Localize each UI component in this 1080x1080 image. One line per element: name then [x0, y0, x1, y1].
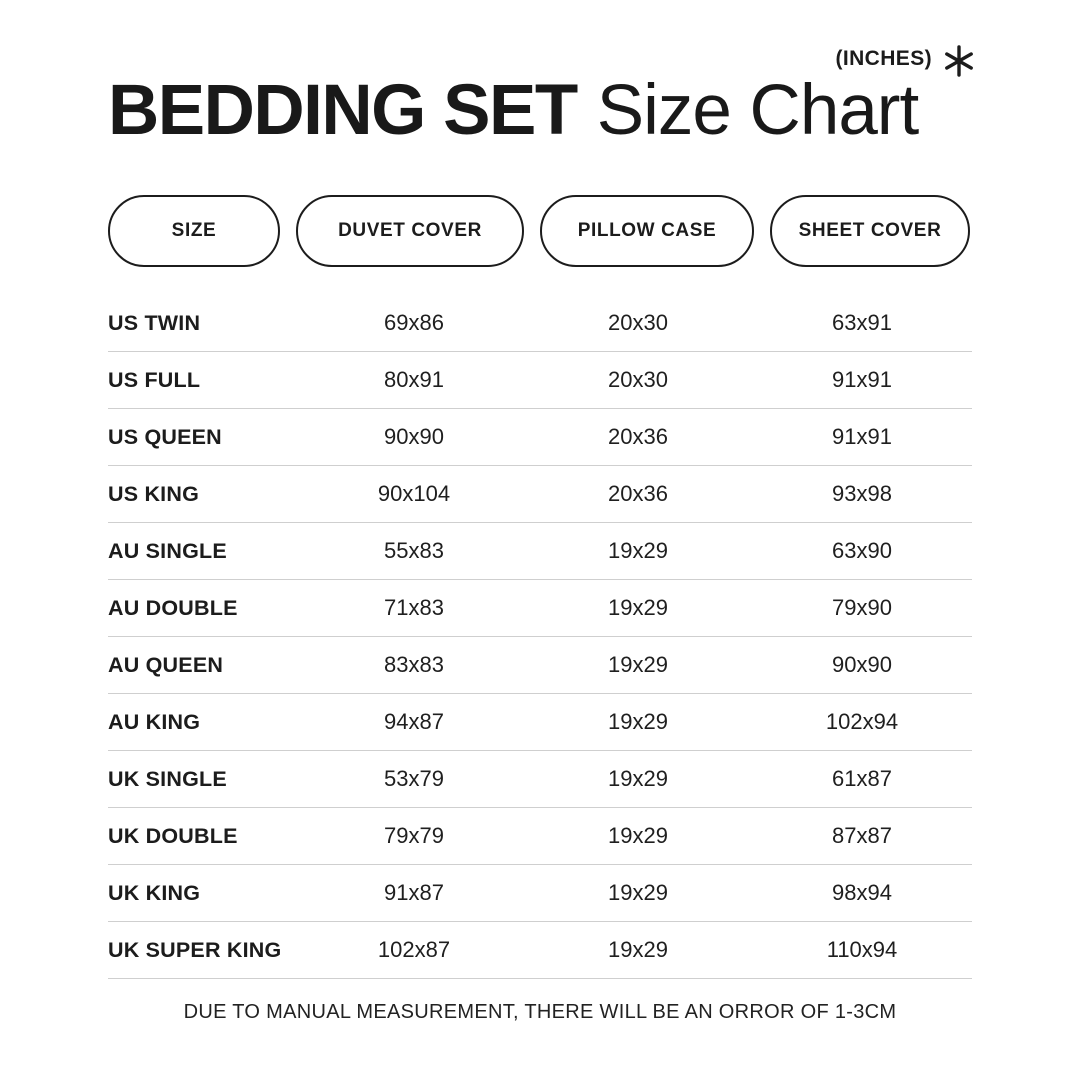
cell-sheet: 90x90 [832, 652, 892, 677]
table-row [108, 751, 972, 808]
cell-duvet: 90x104 [377, 481, 451, 506]
cell-pillow: 19x29 [608, 709, 668, 734]
cell-duvet: 53x79 [384, 766, 444, 791]
cell-size: US TWIN [108, 310, 201, 335]
cell-pillow: 19x29 [608, 937, 668, 962]
column-header-pillow: PILLOW CASE [540, 195, 754, 267]
cell-size: US QUEEN [108, 424, 222, 449]
cell-size: US FULL [108, 367, 201, 392]
cell-size: UK SUPER KING [108, 937, 282, 962]
cell-sheet: 91x91 [832, 424, 892, 449]
cell-sheet: 93x98 [832, 481, 892, 506]
cell-duvet: 80x91 [384, 367, 444, 392]
cell-pillow: 20x30 [608, 367, 668, 392]
cell-sheet: 98x94 [832, 880, 892, 905]
cell-sheet: 63x91 [832, 310, 892, 335]
table-row [108, 808, 972, 865]
cell-duvet: 90x90 [384, 424, 444, 449]
units-label-group [835, 42, 976, 76]
cell-pillow: 19x29 [608, 880, 668, 905]
cell-pillow: 19x29 [608, 538, 668, 563]
measurement-note: DUE TO MANUAL MEASUREMENT, THERE WILL BE AN ORROR OF 1-3CM [183, 1001, 897, 1023]
cell-size: UK KING [108, 880, 201, 905]
cell-size: AU QUEEN [108, 652, 224, 677]
cell-size: US KING [108, 481, 199, 506]
column-header-sheet: SHEET COVER [770, 195, 970, 267]
cell-duvet: 83x83 [384, 652, 444, 677]
cell-pillow: 19x29 [608, 652, 668, 677]
cell-sheet: 91x91 [832, 367, 892, 392]
table-row [108, 865, 972, 922]
table-row [108, 694, 972, 751]
cell-size: UK SINGLE [108, 766, 227, 791]
cell-sheet: 87x87 [832, 823, 892, 848]
size-table [0, 295, 1080, 979]
table-row [108, 637, 972, 694]
cell-duvet: 71x83 [384, 595, 444, 620]
cell-pillow: 19x29 [608, 595, 668, 620]
table-row [108, 580, 972, 637]
cell-size: AU SINGLE [108, 538, 227, 563]
units-label: (INCHES) [835, 47, 932, 70]
cell-pillow: 20x30 [608, 310, 668, 335]
cell-duvet: 55x83 [384, 538, 444, 563]
column-header-size: SIZE [108, 195, 280, 267]
cell-sheet: 110x94 [826, 937, 898, 962]
page-title-light: Size Chart [596, 71, 919, 150]
cell-duvet: 69x86 [384, 310, 444, 335]
cell-size: AU DOUBLE [108, 595, 238, 620]
column-header-duvet: DUVET COVER [296, 195, 524, 267]
cell-sheet: 102x94 [825, 709, 899, 734]
cell-pillow: 20x36 [608, 481, 668, 506]
asterisk-icon [942, 44, 976, 78]
table-row [108, 295, 972, 352]
cell-duvet: 94x87 [384, 709, 444, 734]
cell-duvet: 79x79 [384, 823, 444, 848]
table-row [108, 352, 972, 409]
cell-sheet: 63x90 [832, 538, 892, 563]
table-row [108, 466, 972, 523]
cell-pillow: 19x29 [608, 766, 668, 791]
column-header-row [0, 195, 1080, 267]
cell-duvet: 102x87 [377, 937, 451, 962]
cell-pillow: 20x36 [608, 424, 668, 449]
cell-duvet: 91x87 [384, 880, 444, 905]
cell-sheet: 79x90 [832, 595, 892, 620]
page-title-bold: BEDDING SET [108, 71, 577, 150]
table-row [108, 523, 972, 580]
header [0, 0, 1080, 151]
cell-size: AU KING [108, 709, 201, 734]
cell-size: UK DOUBLE [108, 823, 238, 848]
cell-sheet: 61x87 [832, 766, 892, 791]
table-row [108, 922, 972, 979]
table-row [108, 409, 972, 466]
cell-pillow: 19x29 [608, 823, 668, 848]
